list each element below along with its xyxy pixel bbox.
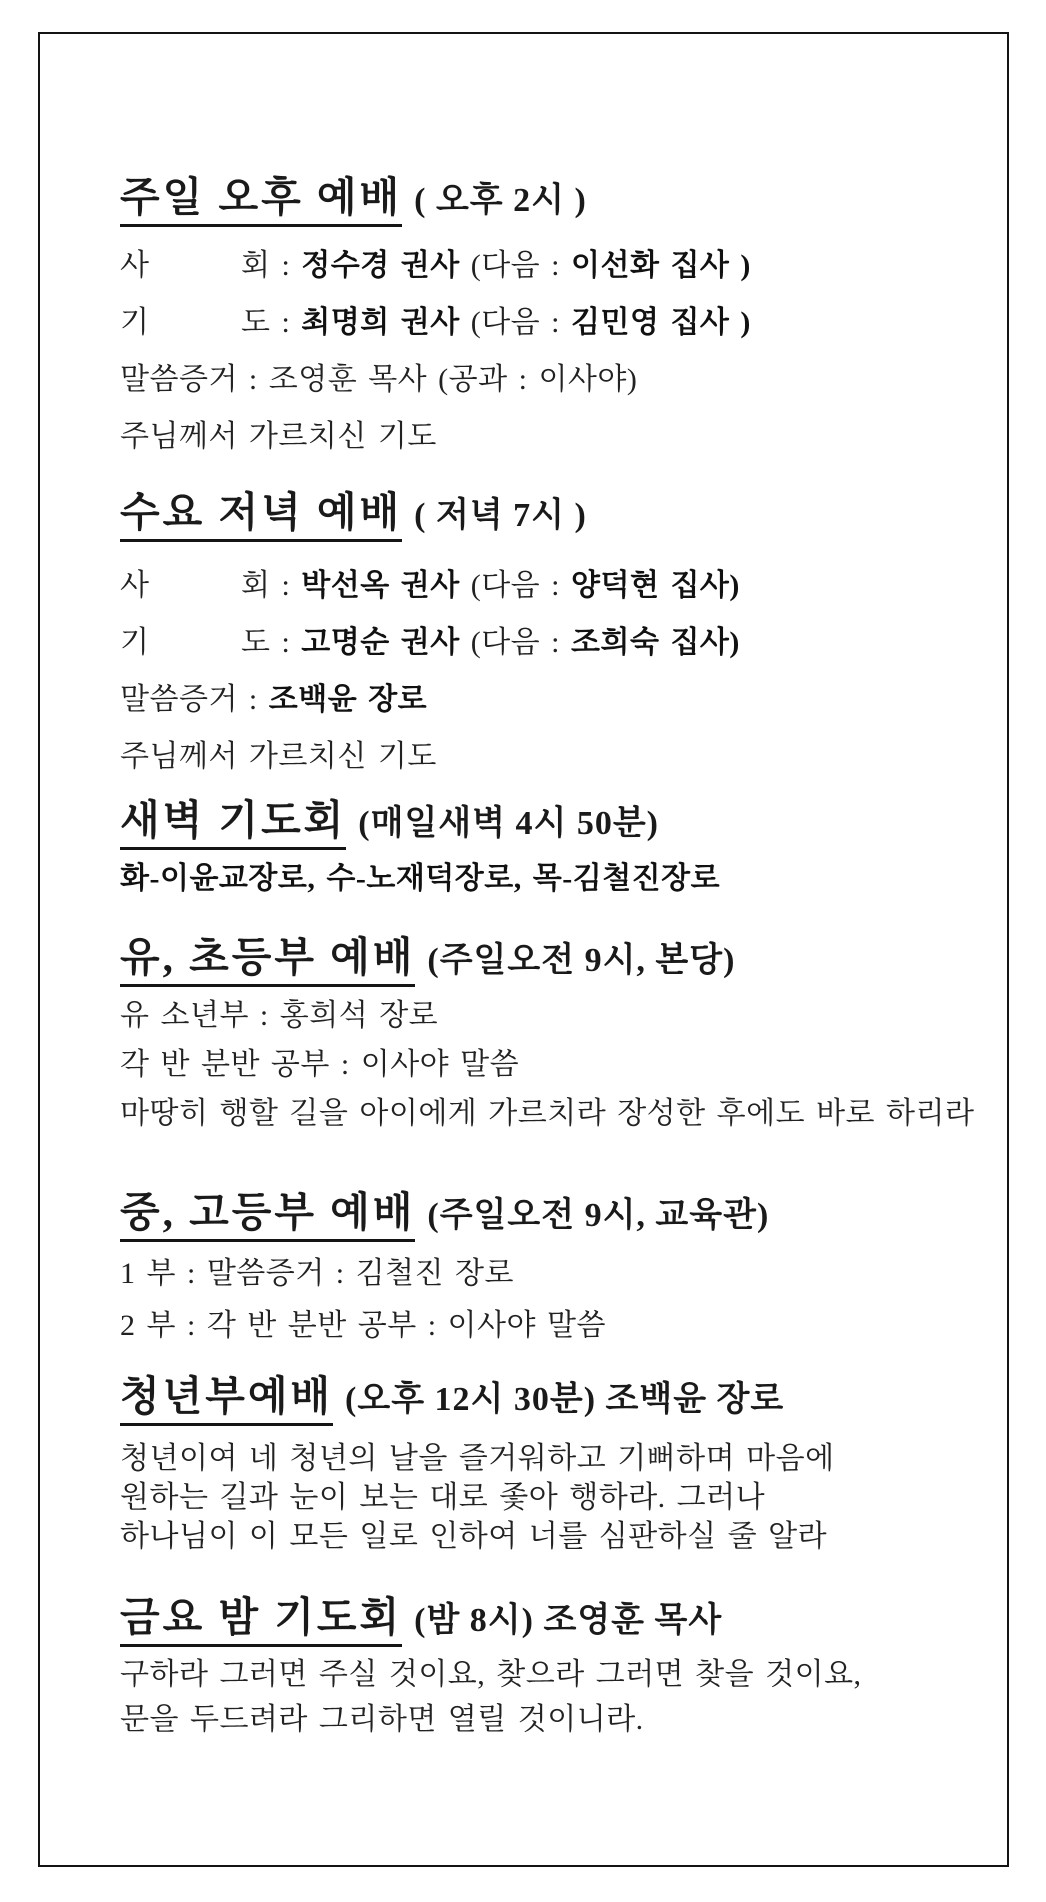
text-run: (다음 :: [459, 569, 571, 602]
detail-line: [120, 1480, 1025, 1516]
service-section-6: [120, 1594, 1025, 1738]
text-run: 구하라 그러면 주실 것이요, 찾으라 그러면 찾을 것이요,: [120, 1658, 862, 1691]
text-run: 2 부 : 각 반 분반 공부 : 이사야 말씀: [120, 1309, 606, 1342]
text-run: (다음 :: [459, 626, 571, 659]
section-heading: [120, 1373, 1025, 1423]
detail-line: [120, 305, 1025, 341]
name-emphasis: 박선옥 권사: [301, 569, 460, 602]
name-emphasis: 고명순 권사: [301, 626, 460, 659]
name-emphasis: 김민영 집사 ): [571, 306, 751, 339]
section-title: 주일 오후 예배: [120, 174, 402, 227]
detail-line: [120, 1441, 1025, 1477]
detail-line: [120, 362, 1025, 398]
text-run: 말씀증거 :: [120, 683, 269, 716]
text-run: 하나님이 이 모든 일로 인하여 너를 심판하실 줄 알라: [120, 1520, 828, 1553]
section-heading: [120, 797, 1025, 847]
service-section-1: [120, 489, 1025, 775]
text-run: 각 반 분반 공부 : 이사야 말씀: [120, 1048, 520, 1081]
section-time-suffix: (주일오전 9시, 본당): [427, 942, 736, 979]
text-run: 원하는 길과 눈이 보는 대로 좇아 행하라. 그러나: [120, 1481, 766, 1514]
detail-line: [120, 419, 1025, 455]
text-run: 주님께서 가르치신 기도: [120, 740, 437, 773]
section-title: 중, 고등부 예배: [120, 1189, 415, 1242]
service-section-4: [120, 1189, 1025, 1344]
section-time-suffix: ( 저녁 7시 ): [414, 497, 587, 534]
section-time-suffix: (오후 12시 30분) 조백윤 장로: [345, 1381, 785, 1418]
text-run: 기 도 :: [120, 626, 302, 659]
section-heading: [120, 1594, 1025, 1644]
name-emphasis: 조백윤 장로: [268, 683, 428, 716]
detail-line: [120, 998, 1025, 1034]
detail-line: [120, 682, 1025, 718]
name-emphasis: 화-이윤교장로, 수-노재덕장로, 목-김철진장로: [120, 862, 721, 895]
name-emphasis: 정수경 권사: [301, 249, 460, 282]
sections-root: [80, 68, 1045, 1747]
detail-line: [120, 1308, 1025, 1344]
name-emphasis: 최명희 권사: [301, 306, 460, 339]
text-run: 1 부 : 말씀증거 : 김철진 장로: [120, 1257, 514, 1290]
detail-line: [120, 248, 1025, 284]
name-emphasis: 이선화 집사 ): [571, 249, 751, 282]
section-heading: [120, 489, 1025, 539]
service-section-5: [120, 1373, 1025, 1555]
service-section-2: [120, 797, 1025, 897]
section-title: 청년부예배: [120, 1373, 333, 1426]
detail-line: [120, 1047, 1025, 1083]
service-section-3: [120, 934, 1025, 1132]
section-heading: [120, 1189, 1025, 1239]
page-border-frame: [38, 32, 1009, 1867]
service-section-0: [120, 174, 1025, 455]
name-emphasis: 양덕현 집사): [571, 569, 740, 602]
text-run: 말씀증거 : 조영훈 목사 (공과 : 이사야): [120, 363, 638, 396]
detail-line: [120, 1657, 1025, 1693]
section-heading: [120, 174, 1025, 224]
section-time-suffix: (밤 8시) 조영훈 목사: [414, 1602, 723, 1639]
name-emphasis: 조희숙 집사): [571, 626, 740, 659]
text-run: 마땅히 행할 길을 아이에게 가르치라 장성한 후에도 바로 하리라: [120, 1097, 975, 1130]
text-run: 청년이여 네 청년의 날을 즐거워하고 기뻐하며 마음에: [120, 1442, 835, 1475]
section-time-suffix: (매일새벽 4시 50분): [358, 805, 659, 842]
section-heading: [120, 934, 1025, 984]
text-run: (다음 :: [459, 249, 571, 282]
section-title: 유, 초등부 예배: [120, 934, 415, 987]
text-run: 유 소년부 : 홍희석 장로: [120, 999, 439, 1032]
text-run: 기 도 :: [120, 306, 302, 339]
section-time-suffix: ( 오후 2시 ): [414, 182, 587, 219]
section-title: 수요 저녁 예배: [120, 489, 402, 542]
detail-line: [120, 625, 1025, 661]
text-run: (다음 :: [459, 306, 571, 339]
detail-line: [120, 739, 1025, 775]
detail-line: [120, 861, 1025, 897]
section-time-suffix: (주일오전 9시, 교육관): [427, 1197, 770, 1234]
detail-line: [120, 1256, 1025, 1292]
section-title: 새벽 기도회: [120, 797, 346, 850]
text-run: 주님께서 가르치신 기도: [120, 420, 437, 453]
text-run: 사 회 :: [120, 249, 302, 282]
section-title: 금요 밤 기도회: [120, 1594, 402, 1647]
detail-line: [120, 568, 1025, 604]
detail-line: [120, 1519, 1025, 1555]
detail-line: [120, 1702, 1025, 1738]
text-run: 사 회 :: [120, 569, 302, 602]
text-run: 문을 두드려라 그리하면 열릴 것이니라.: [120, 1703, 644, 1736]
detail-line: [120, 1096, 1025, 1132]
